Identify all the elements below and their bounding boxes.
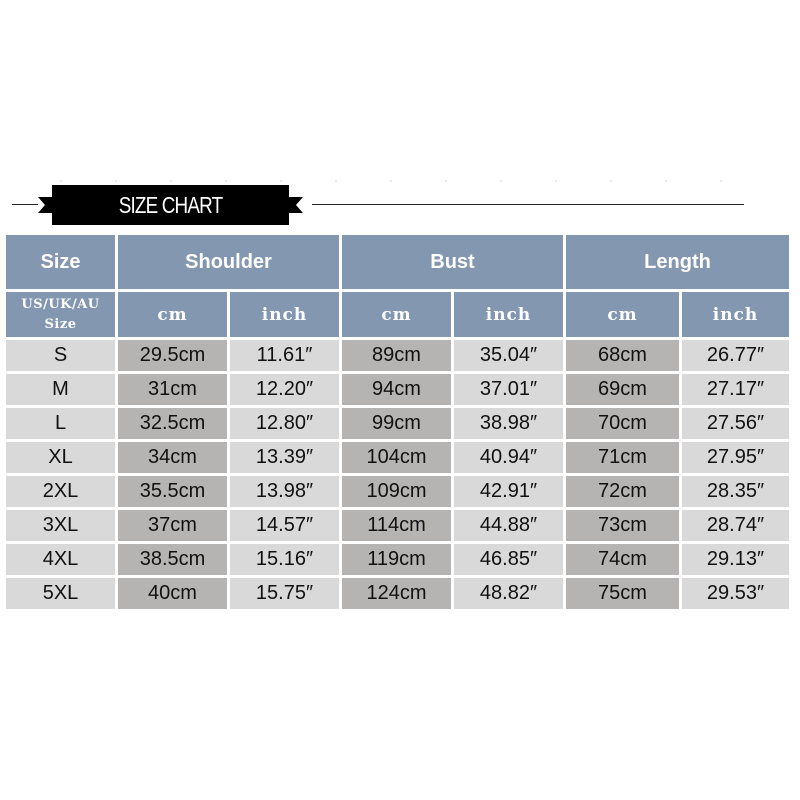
bust-cm-cell: 124cm <box>342 578 454 612</box>
bust-cm-cell: 99cm <box>342 408 454 442</box>
shoulder-cm-cell: 32.5cm <box>118 408 230 442</box>
header-shoulder: Shoulder <box>118 235 342 292</box>
length-cm-cell: 75cm <box>566 578 682 612</box>
length-inch-cell: 29.13″ <box>682 544 792 578</box>
bust-cm-cell: 89cm <box>342 340 454 374</box>
length-inch-cell: 28.74″ <box>682 510 792 544</box>
row-size: 5XL <box>6 578 118 612</box>
shoulder-cm-cell: 31cm <box>118 374 230 408</box>
subheader-bust-cm: cm <box>342 292 454 340</box>
size-chart-banner <box>38 183 303 227</box>
subheader-shoulder-inch: inch <box>230 292 342 340</box>
length-inch-cell: 29.53″ <box>682 578 792 612</box>
size-chart-table <box>6 235 792 612</box>
length-inch-cell: 27.56″ <box>682 408 792 442</box>
length-cm-cell: 70cm <box>566 408 682 442</box>
shoulder-inch-cell: 12.20″ <box>230 374 342 408</box>
row-size: 3XL <box>6 510 118 544</box>
length-cm-cell: 73cm <box>566 510 682 544</box>
subheader-size-region <box>6 292 118 340</box>
length-inch-cell: 27.17″ <box>682 374 792 408</box>
row-size: S <box>6 340 118 374</box>
subheader-length-inch: inch <box>682 292 792 340</box>
subheader-size-line1: US/UK/AU <box>21 296 100 312</box>
shoulder-cm-cell: 29.5cm <box>118 340 230 374</box>
banner-left-rule <box>12 204 38 205</box>
row-size: M <box>6 374 118 408</box>
subheader-length-cm: cm <box>566 292 682 340</box>
shoulder-inch-cell: 15.75″ <box>230 578 342 612</box>
row-size: 4XL <box>6 544 118 578</box>
shoulder-cm-cell: 34cm <box>118 442 230 476</box>
length-cm-cell: 68cm <box>566 340 682 374</box>
bust-cm-cell: 109cm <box>342 476 454 510</box>
subheader-shoulder-cm: cm <box>118 292 230 340</box>
shoulder-cm-cell: 38.5cm <box>118 544 230 578</box>
length-inch-cell: 26.77″ <box>682 340 792 374</box>
length-cm-cell: 74cm <box>566 544 682 578</box>
bust-inch-cell: 38.98″ <box>454 408 566 442</box>
bust-cm-cell: 114cm <box>342 510 454 544</box>
bust-cm-cell: 104cm <box>342 442 454 476</box>
length-inch-cell: 27.95″ <box>682 442 792 476</box>
length-inch-cell: 28.35″ <box>682 476 792 510</box>
banner-title: SIZE CHART <box>118 192 223 218</box>
bust-inch-cell: 42.91″ <box>454 476 566 510</box>
subheader-size-line2: Size <box>44 316 77 332</box>
bust-inch-cell: 46.85″ <box>454 544 566 578</box>
subheader-bust-inch: inch <box>454 292 566 340</box>
bust-inch-cell: 48.82″ <box>454 578 566 612</box>
shoulder-inch-cell: 15.16″ <box>230 544 342 578</box>
bust-inch-cell: 40.94″ <box>454 442 566 476</box>
shoulder-inch-cell: 14.57″ <box>230 510 342 544</box>
row-size: 2XL <box>6 476 118 510</box>
header-length: Length <box>566 235 792 292</box>
bust-cm-cell: 94cm <box>342 374 454 408</box>
shoulder-cm-cell: 35.5cm <box>118 476 230 510</box>
row-size: L <box>6 408 118 442</box>
shoulder-inch-cell: 13.39″ <box>230 442 342 476</box>
banner-right-rule <box>312 204 744 205</box>
length-cm-cell: 72cm <box>566 476 682 510</box>
bust-inch-cell: 44.88″ <box>454 510 566 544</box>
length-cm-cell: 71cm <box>566 442 682 476</box>
row-size: XL <box>6 442 118 476</box>
header-bust: Bust <box>342 235 566 292</box>
bust-cm-cell: 119cm <box>342 544 454 578</box>
shoulder-inch-cell: 13.98″ <box>230 476 342 510</box>
bust-inch-cell: 37.01″ <box>454 374 566 408</box>
header-size: Size <box>6 235 118 292</box>
shoulder-cm-cell: 40cm <box>118 578 230 612</box>
length-cm-cell: 69cm <box>566 374 682 408</box>
shoulder-inch-cell: 12.80″ <box>230 408 342 442</box>
bust-inch-cell: 35.04″ <box>454 340 566 374</box>
shoulder-inch-cell: 11.61″ <box>230 340 342 374</box>
shoulder-cm-cell: 37cm <box>118 510 230 544</box>
